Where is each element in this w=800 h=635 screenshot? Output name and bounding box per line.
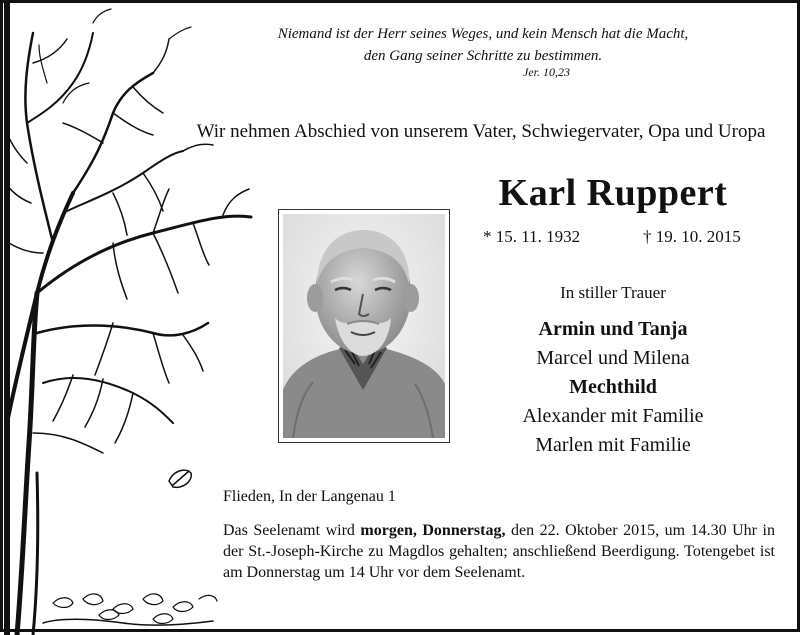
mourner-name: Marcel und Milena	[536, 347, 690, 369]
mourner-name: Alexander mit Familie	[522, 405, 704, 427]
service-details	[223, 520, 775, 583]
service-text-end: den 22. Oktober 2015, um 14.30 Uhr in der St.-Joseph-Kirche zu Magdlos gehalten; anschließend Beerdigung. Totengebet ist am Donnerstag um 14 Uhr vor dem Seelenamt.	[223, 522, 775, 581]
mourner-name: Marlen mit Familie	[535, 434, 691, 456]
portrait-photo	[278, 209, 450, 443]
service-highlight: morgen, Donnerstag,	[360, 522, 506, 539]
quote-reference: Jer. 10,23	[523, 65, 570, 79]
mourner-name: Armin und Tanja	[538, 318, 688, 340]
mourning-label: In stiller Trauer	[560, 283, 666, 302]
deceased-name: Karl Ruppert	[498, 172, 728, 214]
mourner-name: Mechthild	[569, 376, 657, 398]
mourners-list	[473, 315, 753, 460]
death-date: † 19. 10. 2015	[643, 227, 741, 246]
service-text-start: Das Seelenamt wird	[223, 522, 361, 539]
farewell-intro: Wir nehmen Abschied von unserem Vater, Schwiegervater, Opa und Uropa	[196, 121, 766, 142]
quote-line-1: Niemand ist der Herr seines Weges, und kein Mensch hat die Macht,	[277, 26, 689, 42]
birth-date: * 15. 11. 1932	[483, 227, 581, 246]
bible-quote	[203, 23, 763, 67]
family-address: Flieden, In der Langenau 1	[223, 488, 396, 505]
quote-line-2: den Gang seiner Schritte zu bestimmen.	[363, 48, 603, 64]
portrait-image	[283, 214, 445, 438]
